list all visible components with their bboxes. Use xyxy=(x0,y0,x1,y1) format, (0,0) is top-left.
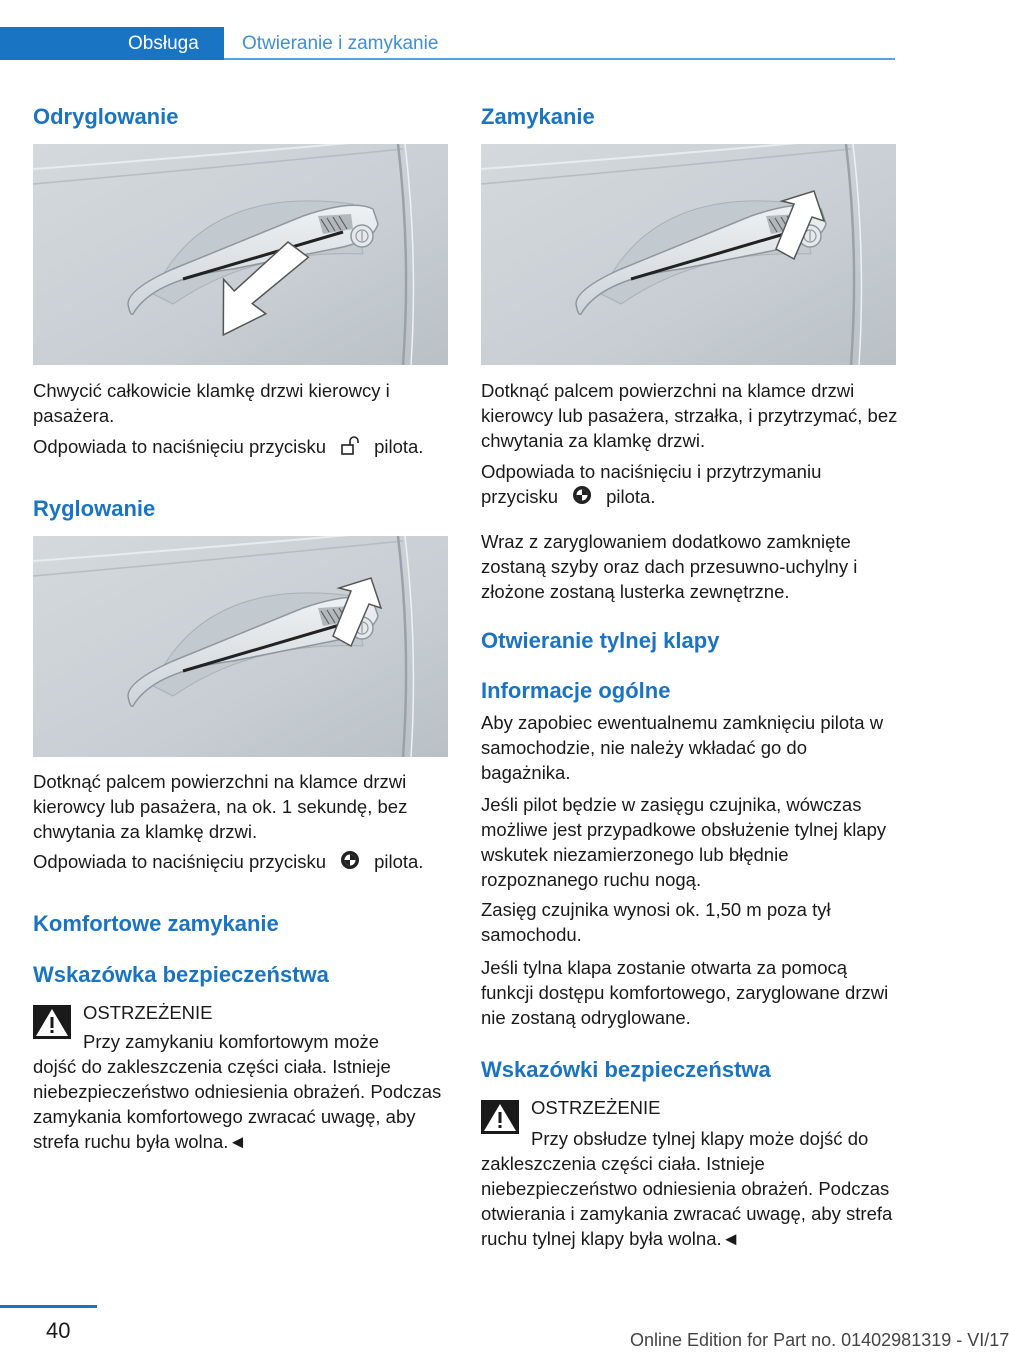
unlock-p2-text: Odpowiada to naciśnięciu przycisku xyxy=(33,436,327,457)
unlock-paragraph-1: Chwycić całkowicie klamkę drzwi kierowcy i pasażera. xyxy=(33,380,390,426)
heading-close: Zamykanie xyxy=(481,104,595,129)
bmw-roundel-icon xyxy=(340,850,360,876)
tab-section[interactable]: Otwieranie i zamykanie xyxy=(242,33,439,54)
door-handle-close-figure xyxy=(481,144,896,365)
close-p2-end: pilota. xyxy=(606,486,656,507)
heading-lock: Ryglowanie xyxy=(33,496,156,521)
close-paragraph-1: Dotknąć palcem powierzchni na klamce drzwi kierowcy lub pasażera, strzałka, i przytrzymać, bez chwytania za klamkę drzwi. xyxy=(481,380,898,451)
lock-p2-text: Odpowiada to naciśnięciu przycisku xyxy=(33,851,327,872)
door-handle-lock-figure xyxy=(33,536,448,757)
warning-triangle-icon xyxy=(481,1100,519,1134)
unlock-paragraph-2 xyxy=(33,434,453,461)
warning2-title: OSTRZEŻENIE xyxy=(531,1097,661,1118)
general-paragraph-1: Aby zapobiec ewentualnemu zamknięciu pilota w samochodzie, nie należy wkładać go do bagażnika. xyxy=(481,712,884,783)
door-handle-unlock-figure xyxy=(33,144,448,365)
heading-safety-note: Wskazówka bezpieczeństwa xyxy=(33,962,329,987)
page-header xyxy=(0,27,895,60)
warning2-text: zakleszczenia części ciała. Istnieje niebezpieczeństwo odniesienia obrażeń. Podczas otwierania i zamykania zwracać uwagę, aby strefa ruchu tylnej klapy była wolna.◄ xyxy=(481,1153,893,1249)
close-p2-text: Odpowiada to naciśnięciu i przytrzymaniu xyxy=(481,461,822,482)
warning-text: dojść do zakleszczenia części ciała. Istnieje niebezpieczeństwo odniesienia obrażeń. Podczas zamykania komfortowego zwracać uwagę, aby strefa ruchu była wolna.◄ xyxy=(33,1056,442,1152)
heading-safety-notes: Wskazówki bezpieczeństwa xyxy=(481,1057,771,1082)
warning-text-line1: Przy zamykaniu komfortowym może xyxy=(83,1031,380,1052)
lock-paragraph-1: Dotknąć palcem powierzchni na klamce drzwi kierowcy lub pasażera, na ok. 1 sekundę, bez chwytania za klamkę drzwi. xyxy=(33,771,408,842)
header-divider xyxy=(224,58,895,60)
bmw-roundel-icon xyxy=(572,485,592,511)
footer-edition: Online Edition for Part no. 01402981319 - VI/17 xyxy=(630,1330,1009,1350)
chapter-label: Obsługa xyxy=(128,33,199,54)
lock-paragraph-2 xyxy=(33,849,453,876)
heading-unlock: Odryglowanie xyxy=(33,104,179,129)
footer-divider xyxy=(0,1305,97,1308)
general-paragraph-2: Jeśli pilot będzie w zasięgu czujnika, wówczas możliwe jest przypadkowe obsłużenie tylnej klapy wskutek niezamierzonego lub błędnie rozpoznanego ruchu nogą. xyxy=(481,794,887,890)
close-paragraph-3: Wraz z zaryglowaniem dodatkowo zamknięte zostaną szyby oraz dach przesuwno-uchylny i złożone zostaną lusterka zewnętrzne. xyxy=(481,531,858,602)
warning-title: OSTRZEŻENIE xyxy=(83,1002,213,1023)
close-p2-button-word: przycisku xyxy=(481,486,559,507)
close-paragraph-2 xyxy=(481,459,901,511)
heading-comfort-close: Komfortowe zamykanie xyxy=(33,911,279,936)
unlock-icon xyxy=(340,436,360,461)
warning-triangle-icon xyxy=(33,1005,71,1039)
tab-chapter[interactable] xyxy=(0,27,224,60)
general-paragraph-4: Jeśli tylna klapa zostanie otwarta za pomocą funkcji dostępu komfortowego, zaryglowane drzwi nie zostaną odryglowane. xyxy=(481,957,889,1028)
warning2-text-line1: Przy obsłudze tylnej klapy może dojść do xyxy=(531,1128,869,1149)
page-number: 40 xyxy=(46,1318,71,1343)
heading-tailgate: Otwieranie tylnej klapy xyxy=(481,628,720,653)
general-paragraph-3: Zasięg czujnika wynosi ok. 1,50 m poza tył samochodu. xyxy=(481,899,831,945)
unlock-p2-end: pilota. xyxy=(374,436,424,457)
heading-general-info: Informacje ogólne xyxy=(481,678,671,703)
lock-p2-end: pilota. xyxy=(374,851,424,872)
